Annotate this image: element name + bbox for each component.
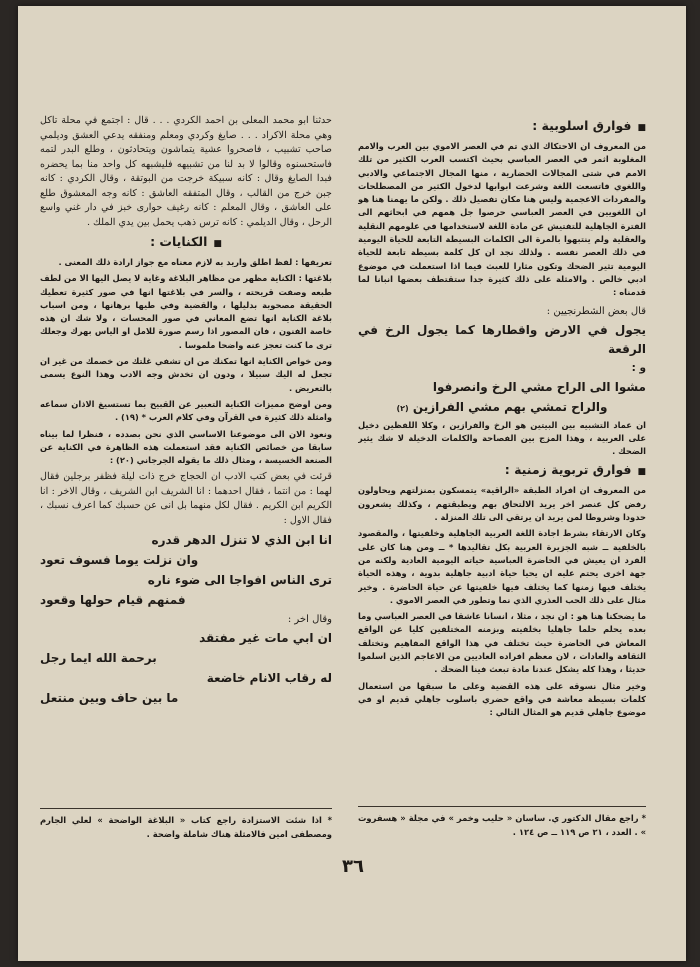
verse-intro: وقال اخر : [287,614,332,626]
verse-line: برحمة الله ايما رجل [40,651,157,666]
page-number: ٣٦ [342,856,364,877]
paragraph: قرئت في بعض كتب الادب ان الحجاج خرج ذات ليلة فظفر برجلين فقال لهما : من انتما ، فقال احدهما : انا الشريف ابن الشريف ، وقال الاخر : انا الكريم ابن الكريم . فقال لكل منهما بل انى عن حسبك كما اعرف نسبك ، فقال الاول : [40,471,332,526]
paragraph: وكان الارتقاء بشرط اجادة اللغة العربية الجاهلية وخلفيتها ، والمقصود بالخلفية ــ شبه الجزيرة العربية بكل تقاليدها * ــ ومن هنا كان على الفرد ان يعيش في الحاضرة العباسية حياته اليومية العادية ولكنه من جهة اخرى يحتم عليه ان يحيا حياة ادبية جاهلية بدوية ، وهذه الحياة يختلف فيها زمنها كما يختلف فيها خلفيتها عن حياة الحاضرة . وخير مثال على ذلك الحب العذري الذي نما وتطور في العصر الاموي . [358,528,646,605]
footnote: * اذا شئت الاستزادة راجع كتاب « البلاغة الواضحة » لعلي الجارم ومصطفى امين فالامثلة هناك شاملة واضحة . [40,815,332,839]
verse-line: مشوا الى الراح مشي الرخ وانصرفوا [432,379,646,394]
left-column [40,114,332,834]
verse-line: ما بين حاف وبين منتعل [40,691,179,706]
paragraph: ومن خواص الكناية انها تمكنك من ان تشفي غلتك من خصمك من غير ان تجعل له اليك سبيلا ، ودون ان تخدش وجه الادب وهذا النوع يسمى بالتعريض . [40,356,332,393]
paragraph: بلاغتها : الكناية مظهر من مظاهر البلاغة وغاية لا يصل اليها الا من لطف طبعه وصفت قريحته ، والسر في بلاغتها انها في صور كثيرة تعطيك الحقيقة مصحوبة بدليلها ، والقضية وفي طيها برهانها ، ومن اسباب بلاغة الكناية انها تضع المعاني في صور المحسات ، ولا شك ان هذه خاصة الفنون ، فان المصور اذا رسم صورة للامل او الياس بهرك وجعلك ترى ما كنت تعجز عنه واضحا ملموسا . [40,273,332,350]
footnote-divider [40,808,332,809]
verse-line: انا ابن الذي لا تنزل الدهر قدره [151,533,332,548]
square-bullet-icon: ■ [637,467,646,478]
verse-line: فمنهم قيام حولها وقعود [40,593,186,608]
section-heading-metonymy: ■الكنايات : [150,234,222,249]
section-heading-stylistic: ■فوارق اسلوبية : [532,118,646,133]
verse-line: ان ابي مات غير مفتقد [199,631,332,646]
footnote: * راجع مقال الدكتور ي. ساسان « حليب وخمر » في مجلة « هسفروت » . العدد ، ٢١ ص ١١٩ ــ ص ١٢٤ . [358,813,646,837]
verse-conjunction: و : [631,361,646,374]
verse-line: وان نزلت يوما فسوف تعود [40,553,199,568]
book-page [18,6,686,961]
paragraph: ما يضحكنا هنا هو : ان نجد ، مثلا ، انسانا عاشقا في العصر العباسي وما بعده يحلم حلما جاهليا بخلفيته وبزمنه المختلفين كليا عن الواقع المعاش في الحاضرة حيث تختلف في هذا الواقع المفاهيم وتختلف الثقافة والعادات ، لان معظم افراده العاديين من الاعاجم الذين اسلموا حديثا ، وهذا كله يشكل عندنا مادة تبعث فينا الضحك . [358,611,646,675]
section-heading-educational: ■فوارق تربوية زمنية : [504,462,646,478]
verse-line: يجول في الارض واقطارها كما يجول الرخ في الرقعة [358,322,646,356]
paragraph: من المعروف ان الاحتكاك الذي تم في العصر الاموي بين العرب والامم المغلوبة اثمر في العصر العباسي بحيث اكتسب العرب الكثير من تلك الامم في شتى المجالات الحضارية ، منها المجال الاجتماعي والادبي واللغوي فاتسعت اللغة وشرعت ابوابها لدخول الكثير من المصطلحات والمفردات الاعجمية وليس هنا مكان تفصيل ذلك . ولكن ما يهمنا هنا هو ان اللغويين في العصر العباسي حرصوا جل همهم في ابحاثهم الى الفترة الجاهلية للتفتيش عن مادة اللغة لاستخدامها في علومهم النقلية والعقلية ولم ينتبهوا بالمرة الى الكلمات البسيطة التابعة للحياة اليومية في ذلك العصر نفسه . ولذلك نجد ان كل كلمة بسيطة تابعة للحياة اليومية تثير الضحك وتكون مثارا للعبث فيما اذا استعملت في موضوع ادبي خالص . والامثلة على ذلك كثيرة جدا ستقتطف بعضها انبانا لما قدمناه : [358,141,646,298]
paragraph: ان عماد التشبيه بين البيتين هو الرخ والفرازين ، وكلا اللفظين دخيل على العربية ، وهذا المزج بين الفصاحة والكلمات الدخيلة لا شك يثير الضحك . [358,419,646,457]
footnote-divider [358,806,646,807]
verse-intro: قال بعض الشطرنجيين : [546,305,646,317]
right-column [358,114,646,814]
verse-line: له رقاب الانام خاضعة [206,671,332,686]
square-bullet-icon: ■ [213,239,222,249]
verse-line: ترى الناس افواجا الى ضوء ناره [147,573,332,588]
paragraph: تعريفها : لفظ اطلق واريد به لازم معناه مع جواز ارادة ذلك المعنى . [58,257,332,267]
paragraph: ومن اوضح مميزات الكناية التعبير عن القبيح بما تستسيغ الاذان سماعه وامثلة ذلك كثيرة في القرآن وفي كلام العرب * (١٩) . [40,398,332,423]
note-ref: (٢) [396,403,409,413]
verse-line: والراح تمشي بهم مشي الفرازين (٢) [396,399,608,414]
square-bullet-icon: ■ [637,123,646,133]
paragraph: حدثنا ابو محمد المعلى بن احمد الكردي . . . قال : اجتمع في محلة تاكل وهي محلة الاكراد . . . صايغ وكردي ومعلم ومنفقه يدعي العشق وديلمي صاحب تشبيب ، فاصحروا عشية يتماشون ويتحادثون ، وطلع البدر لتمه فاستحسنوه وقالوا لا بد لنا من تشبيهه فليشبهه كل واحد منا بما يحضره فبدا الصايغ وقال : كانه سبيكة خرجت من البوتقة ، وقال الكردي : كانه جبن خرج من القالب ، وقال المتفقه العاشق : كانه وجه المعشوق طلع على العاشق ، وقال المعلم : كانه رغيف حوارى خبز في دار غني واسع الرحل ، وقال الديلمي : كانه ترس ذهب يحمل بين يدي الملك . [40,115,332,228]
paragraph: من المعروف ان افراد الطبقة «الراقية» يتمسكون بمنزلتهم ويحاولون رفض كل عنصر اخر يريد الالتحاق بهم ويطبقتهم ، وكذلك يشعرون حدودا وشروطا لمن يريد ان يرتقي الى تلك المنزلة . [358,485,646,523]
paragraph: ونعود الان الى موضوعنا الاساسي الذي نحن بصدده ، فنظرا لما بيناه سابقا من خصائص الكناية فقد استعملت هذه الظاهرة في الكناية عن الصنعة الخسيسة ، ومثال ذلك ما يقوله الجرجاني (٢٠) : [40,428,332,466]
paragraph: وخير مثال نسوقه على هذه القضية وعلى ما سبقها من استعمال كلمات بسيطة معاشة في واقع حضري باسلوب جاهلي قديم او في موضوع جاهلي قديم هو المثال التالي : [358,680,646,718]
